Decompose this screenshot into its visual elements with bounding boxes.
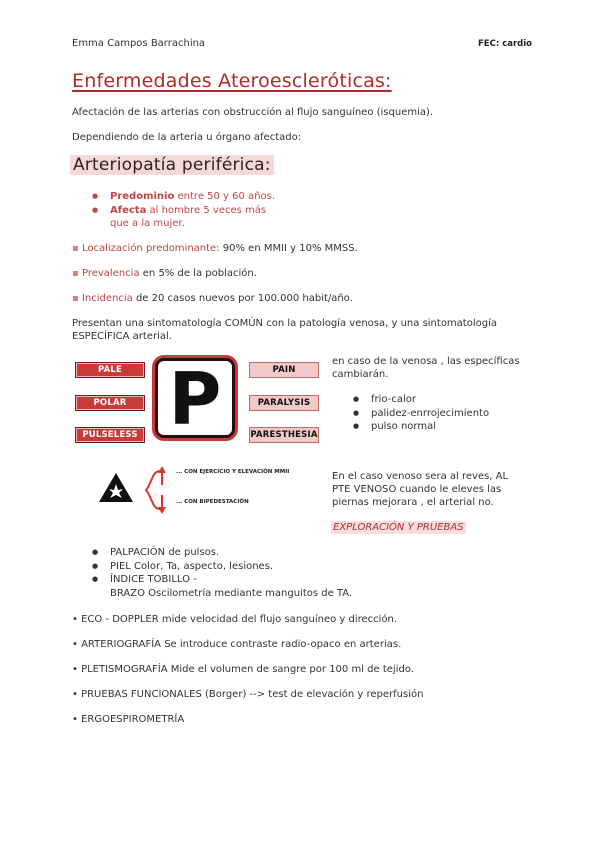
intro-line-1: Afectación de las arterias con obstrucción al flujo sanguíneo (isquemia). — [72, 107, 434, 118]
reverse-note: En el caso venoso sera al reves, AL PTE VENOSO cuando le eleves las piernas mejorara , el arterial no. — [332, 471, 509, 508]
fact-prevalencia: ▪ Prevalencia en 5% de la población. — [72, 268, 257, 279]
prueba-ergoespirometria: • ERGOESPIROMETRÍA — [72, 714, 185, 725]
warning-icon — [96, 470, 136, 505]
p-logo — [155, 357, 235, 441]
p-logo-letter: P — [168, 357, 222, 441]
list-item: ● Predominio entre 50 y 60 años. — [88, 190, 308, 204]
prueba-eco-doppler: • ECO - DOPPLER mide velocidad del flujo sanguíneo y dirección. — [72, 614, 398, 625]
list-item: BRAZO Oscilometría mediante manguitos de TA. — [110, 587, 353, 599]
prueba-arteriografia: • ARTERIOGRAFÍA Se introduce contraste radio-opaco en arterias. — [72, 639, 402, 650]
badge-pulseless: PULSELESS — [75, 427, 145, 443]
list-item: ● palidez-enrrojecimiento — [349, 407, 529, 421]
arrow-up-label: ... CON EJERCICIO Y ELEVACIÓN MMII — [176, 469, 290, 475]
badge-paralysis: PARALYSIS — [249, 395, 319, 411]
exploracion-heading: EXPLORACIÓN Y PRUEBAS — [333, 522, 464, 533]
specific-list — [349, 393, 529, 434]
badge-polar: POLAR — [75, 395, 145, 411]
sintomatologia-paragraph: Presentan una sintomatología COMÚN con la patología venosa, y una sintomatología ESPECÍFICA arterial. — [72, 318, 497, 342]
list-item: ● ÍNDICE TOBILLO - — [88, 573, 388, 587]
risk-list — [88, 190, 308, 231]
subject-label: FEC: cardio — [478, 39, 533, 49]
arrow-down-label: ... CON BIPEDESTACIÓN — [176, 499, 249, 505]
badge-pain: PAIN — [249, 362, 319, 378]
list-item: ● Afecta al hombre 5 veces más que a la mujer. — [88, 204, 308, 231]
section-heading: Arteriopatía periférica: — [70, 155, 274, 175]
prueba-pletismografia: • PLETISMOGRAFÍA Mide el volumen de sangre por 100 ml de tejido. — [72, 664, 414, 675]
badge-pale: PALE — [75, 362, 145, 378]
page-title: Enfermedades Ateroescleróticas: — [72, 70, 392, 92]
prueba-funcionales: • PRUEBAS FUNCIONALES (Borger) --> test de elevación y reperfusión — [72, 689, 424, 700]
bracket-arrows-icon — [140, 465, 180, 515]
list-item: ● PIEL Color, Ta, aspecto, lesiones. — [88, 560, 388, 574]
list-item: ● frio-calor — [349, 393, 529, 407]
list-item: ● pulso normal — [349, 420, 529, 434]
exploracion-list — [88, 546, 388, 600]
intro-line-2: Dependiendo de la arteria u órgano afectado: — [72, 132, 302, 143]
author-name: Emma Campos Barrachina — [72, 38, 206, 49]
badge-paresthesia: PARESTHESIA — [249, 427, 319, 443]
list-item: ● PALPACIÓN de pulsos. — [88, 546, 388, 560]
venous-note: en caso de la venosa , las específicas cambiarán. — [332, 356, 520, 380]
fact-incidencia: ▪ Incidencia de 20 casos nuevos por 100.000 habit/año. — [72, 293, 353, 304]
fact-localizacion: ▪ Localización predominante: 90% en MMII y 10% MMSS. — [72, 243, 358, 254]
